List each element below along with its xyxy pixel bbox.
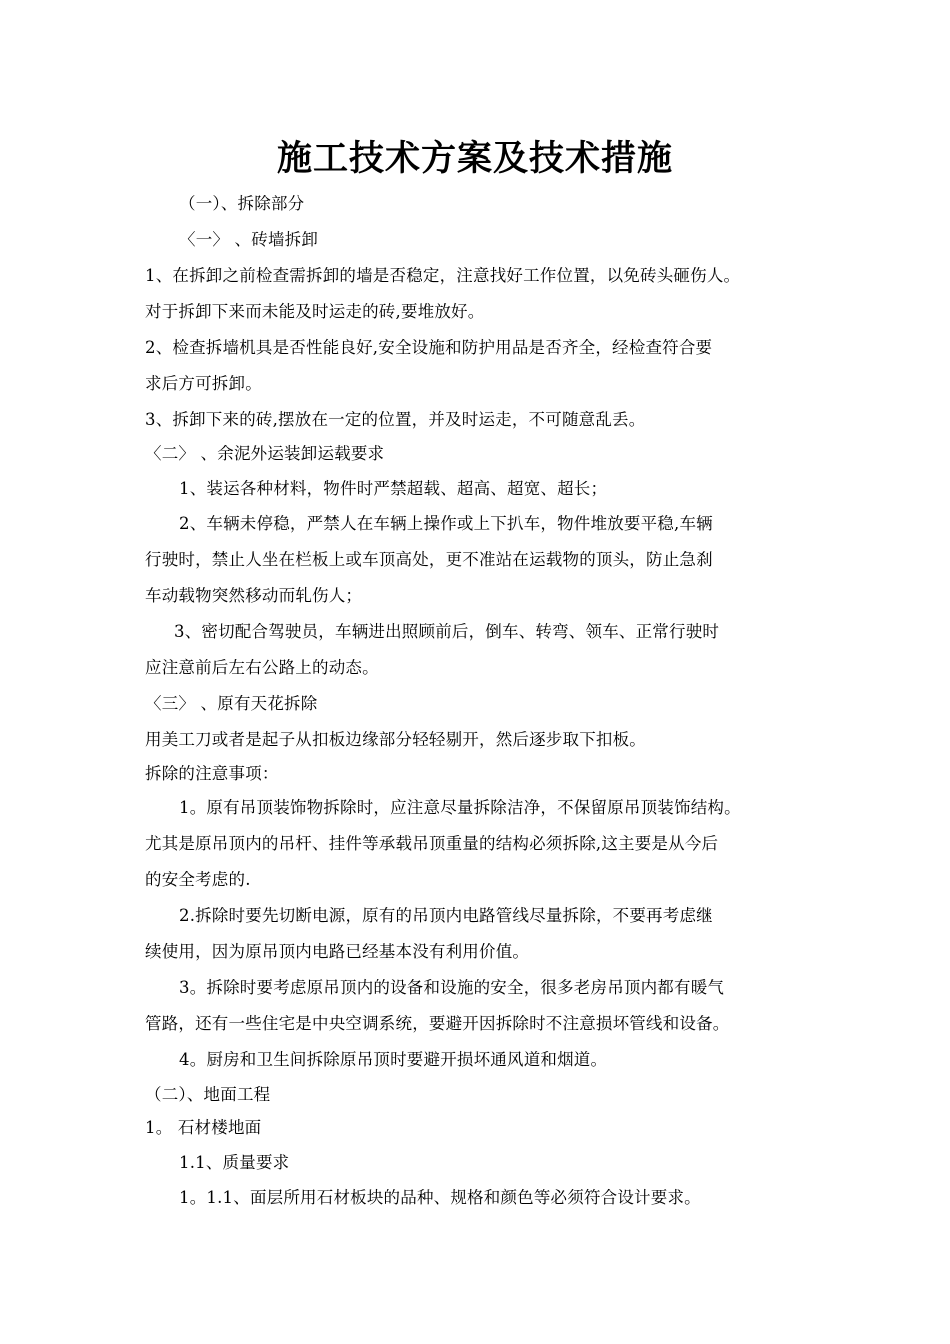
paragraph-line: 尤其是原吊顶内的吊杆、挂件等承载吊顶重量的结构必须拆除,这主要是从今后 (145, 834, 719, 853)
paragraph-line: 拆除的注意事项： (145, 764, 279, 783)
paragraph-line: 1、装运各种材料，物件时严禁超载、超高、超宽、超长； (179, 479, 608, 498)
paragraph-line: 续使用，因为原吊顶内电路已经基本没有利用价值。 (145, 942, 530, 961)
paragraph-line: 的安全考虑的. (145, 870, 251, 889)
paragraph-line: 3、拆卸下来的砖,摆放在一定的位置，并及时运走，不可随意乱丢。 (145, 410, 646, 429)
paragraph-line: 4。厨房和卫生间拆除原吊顶时要避开损坏通风道和烟道。 (179, 1050, 608, 1069)
section-heading: （二）、地面工程 (145, 1085, 271, 1104)
paragraph-line: 应注意前后左右公路上的动态。 (145, 658, 379, 677)
paragraph-line: 1。原有吊顶装饰物拆除时，应注意尽量拆除洁净，不保留原吊顶装饰结构。 (179, 798, 741, 817)
subsection-heading: 〈二〉 、余泥外运装卸运载要求 (145, 444, 385, 463)
subsection-heading: 1.1、质量要求 (179, 1153, 290, 1172)
paragraph-line: 3、密切配合驾驶员，车辆进出照顾前后，倒车、转弯、领车、正常行驶时 (174, 622, 720, 641)
paragraph-line: 1。1.1、面层所用石材板块的品种、规格和颜色等必须符合设计要求。 (179, 1188, 701, 1207)
paragraph-line: 2.拆除时要先切断电源，原有的吊顶内电路管线尽量拆除，不要再考虑继 (179, 906, 713, 925)
subsection-heading: 〈一〉 、砖墙拆卸 (179, 230, 319, 249)
paragraph-line: 用美工刀或者是起子从扣板边缘部分轻轻剔开，然后逐步取下扣板。 (145, 730, 646, 749)
paragraph-line: 2、车辆未停稳，严禁人在车辆上操作或上下扒车，物件堆放要平稳,车辆 (179, 514, 713, 533)
section-heading: （一）、拆除部分 (179, 194, 305, 213)
paragraph-line: 1、在拆卸之前检查需拆卸的墙是否稳定，注意找好工作位置，以免砖头砸伤人。 (145, 266, 741, 285)
subsection-heading: 〈三〉 、原有天花拆除 (145, 694, 318, 713)
document-title: 施工技术方案及技术措施 (276, 139, 673, 179)
paragraph-line: 管路，还有一些住宅是中央空调系统，要避开因拆除时不注意损坏管线和设备。 (145, 1014, 730, 1033)
paragraph-line: 对于拆卸下来而未能及时运走的砖,要堆放好。 (145, 302, 485, 321)
paragraph-line: 2、检查拆墙机具是否性能良好,安全设施和防护用品是否齐全，经检查符合要 (145, 338, 713, 357)
paragraph-line: 求后方可拆卸。 (145, 374, 262, 393)
paragraph-line: 行驶时，禁止人坐在栏板上或车顶高处，更不准站在运载物的顶头，防止急刹 (145, 550, 713, 569)
subsection-heading: 1。 石材楼地面 (145, 1118, 262, 1137)
paragraph-line: 3。拆除时要考虑原吊顶内的设备和设施的安全，很多老房吊顶内都有暖气 (179, 978, 725, 997)
paragraph-line: 车动载物突然移动而轧伤人； (145, 586, 363, 605)
